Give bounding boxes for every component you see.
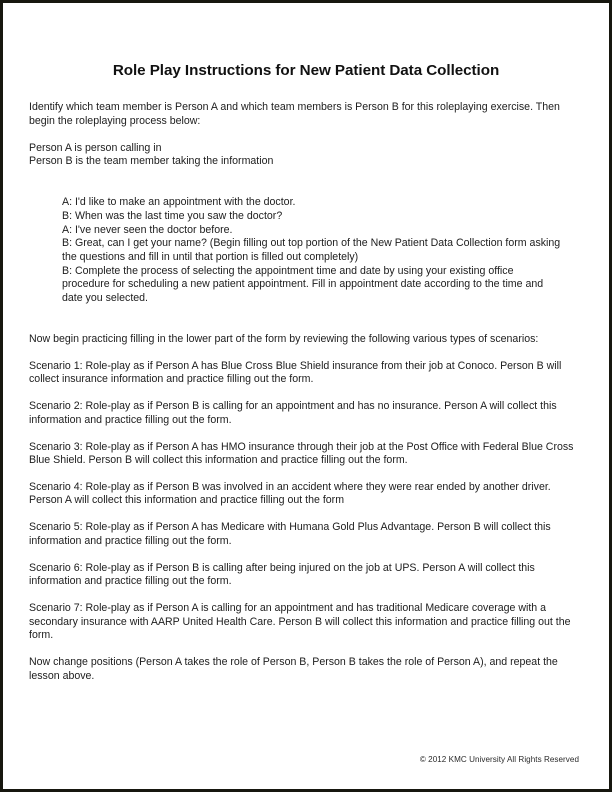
scenario-item: Scenario 3: Role-play as if Person A has HMO insurance through their job at the Post Office with Federal Blue Cross Blue Shield. Person B will collect this information and practice filling out the form. <box>29 440 574 467</box>
dialogue-line: B: Great, can I get your name? (Begin filling out top portion of the New Patient Data Collection form asking the questions and fill in until that portion is filled out completely) <box>62 237 561 263</box>
scenario-item: Scenario 4: Role-play as if Person B was involved in an accident where they were rear ended by another driver. Person A will collect this information and practice filling out the form <box>29 480 551 507</box>
scenario-item: Scenario 7: Role-play as if Person A is calling for an appointment and has traditional Medicare coverage with a secondary insurance with AARP United Health Care. Person B will collect this information and practice filling out the form. <box>29 602 571 642</box>
intro-paragraph: Identify which team member is Person A and which team members is Person B for this roleplaying exercise. Then begin the roleplaying process below: <box>29 101 560 127</box>
spacer <box>29 427 583 440</box>
spacer <box>29 387 583 400</box>
spacer <box>29 183 583 197</box>
spacer <box>29 169 583 183</box>
dialogue-line: A: I'd like to make an appointment with the doctor. <box>62 196 296 209</box>
role-definition-person-a: Person A is person calling in <box>29 141 162 154</box>
scenario-item: Scenario 6: Role-play as if Person B is calling after being injured on the job at UPS. Person A will collect this information and practice filling out the form. <box>29 561 535 588</box>
scenario-item: Scenario 5: Role-play as if Person A has Medicare with Humana Gold Plus Advantage. Person B will collect this information and practice filling out the form. <box>29 521 551 547</box>
role-definition-person-b: Person B is the team member taking the information <box>29 155 274 168</box>
practice-intro-paragraph: Now begin practicing filling in the lower part of the form by reviewing the following various types of scenarios: <box>29 332 539 345</box>
title-spacer <box>29 80 583 101</box>
spacer <box>29 319 583 333</box>
spacer <box>29 347 583 360</box>
document-content <box>29 3 583 683</box>
page-title: Role Play Instructions for New Patient Data Collection <box>112 62 500 79</box>
scenario-item: Scenario 1: Role-play as if Person A has Blue Cross Blue Shield insurance from their job at Conoco. Person B will collect insurance information and practice filling out the form. <box>29 359 562 386</box>
spacer <box>29 643 583 656</box>
scenario-item: Scenario 2: Role-play as if Person B is calling for an appointment and has no insurance. Person A will collect this information and practice filling out the form. <box>29 400 557 426</box>
spacer <box>29 589 583 602</box>
spacer <box>29 128 583 142</box>
dialogue-line: B: When was the last time you saw the doctor? <box>62 209 283 222</box>
spacer <box>29 548 583 561</box>
spacer <box>29 306 583 320</box>
spacer <box>29 508 583 521</box>
dialogue-block <box>62 196 562 306</box>
dialogue-line: A: I've never seen the doctor before. <box>62 223 233 236</box>
scenario-list <box>29 347 583 643</box>
closing-paragraph: Now change positions (Person A takes the role of Person B, Person B takes the role of Person A), and repeat the lesson above. <box>29 655 558 682</box>
dialogue-line: B: Complete the process of selecting the appointment time and date by using your existing office procedure for scheduling a new patient appointment. Fill in appointment date according to the time and date you selected. <box>62 264 544 305</box>
spacer <box>29 468 583 481</box>
copyright-footer: © 2012 KMC University All Rights Reserved <box>419 755 579 764</box>
